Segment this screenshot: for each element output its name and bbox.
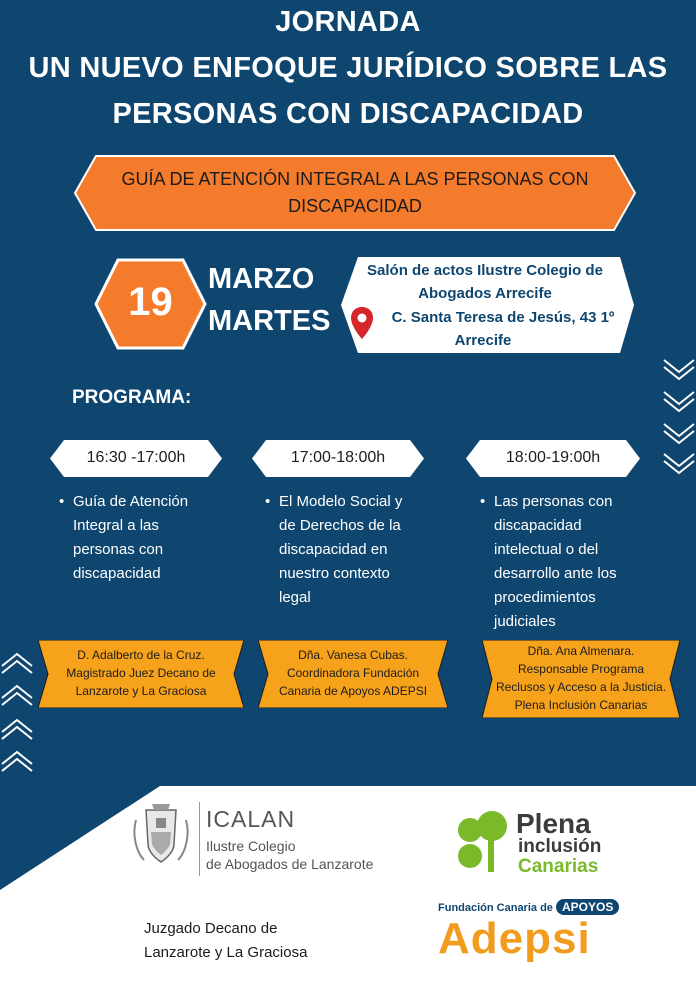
topic-line: El Modelo Social y — [279, 493, 403, 510]
venue-line2: Abogados Arrecife — [418, 285, 552, 302]
venue-line1: Salón de actos Ilustre Colegio de — [367, 262, 603, 279]
session-1-time: 16:30 -17:00h — [86, 449, 186, 466]
session-1-topic: • Guía de Atención Integral a las personas con discapacidad — [73, 490, 233, 586]
speaker-line: Plena Inclusión Canarias — [514, 698, 648, 712]
event-type-title: JORNADA — [275, 6, 421, 38]
chevrons-up-icon — [0, 650, 36, 786]
topic-line: desarrollo ante los — [494, 565, 617, 582]
venue-address: C. Santa Teresa de Jesús, 43 1º — [391, 309, 615, 326]
adepsi-prefix: Fundación Canaria de — [438, 902, 553, 914]
topic-line: legal — [279, 589, 311, 606]
program-heading: PROGRAMA: — [72, 387, 192, 408]
speaker-line: Dña. Ana Almenara. — [527, 644, 635, 658]
session-2-speaker-box — [258, 640, 448, 708]
topic-line: de Derechos de la — [279, 517, 401, 534]
event-title-line1: UN NUEVO ENFOQUE JURÍDICO SOBRE LAS — [28, 52, 668, 84]
topic-line: discapacidad — [73, 565, 161, 582]
icalan-line2: de Abogados de Lanzarote — [206, 856, 374, 872]
speaker-line: Responsable Programa — [517, 662, 645, 676]
session-3-time-pill — [466, 440, 640, 477]
icalan-line1: Ilustre Colegio — [206, 838, 296, 854]
speaker-line: Lanzarote y La Graciosa — [75, 684, 207, 698]
session-1-time-pill — [50, 440, 222, 477]
guide-banner — [74, 155, 636, 231]
topic-line: discapacidad — [494, 517, 582, 534]
plena-line2: inclusión — [518, 836, 602, 857]
banner-line2: DISCAPACIDAD — [288, 196, 422, 216]
session-3-time: 18:00-19:00h — [505, 449, 601, 466]
session-3-topic: • Las personas con discapacidad intelectual o del desarrollo ante los procedimientos judiciales — [494, 490, 664, 634]
plena-line3: Canarias — [518, 856, 599, 877]
juzgado-line1: Juzgado Decano de — [144, 920, 278, 937]
topic-line: procedimientos — [494, 589, 596, 606]
topic-line: judiciales — [494, 613, 556, 630]
topic-line: discapacidad en — [279, 541, 388, 558]
event-month: MARZO — [208, 263, 315, 295]
topic-line: intelectual o del — [494, 541, 599, 558]
topic-line: Integral a las — [73, 517, 159, 534]
topic-line: Guía de Atención — [73, 493, 189, 510]
banner-line1: GUÍA DE ATENCIÓN INTEGRAL A LAS PERSONAS CON — [121, 169, 589, 189]
speaker-line: Canaria de Apoyos ADEPSI — [278, 684, 428, 698]
chevrons-down-icon — [662, 356, 696, 476]
session-2-topic: • El Modelo Social y de Derechos de la discapacidad en nuestro contexto legal — [279, 490, 449, 610]
juzgado-line2: Lanzarote y La Graciosa — [144, 944, 308, 961]
speaker-line: D. Adalberto de la Cruz. — [77, 648, 205, 662]
event-day: 19 — [128, 280, 173, 324]
speaker-line: Coordinadora Fundación — [286, 666, 420, 680]
speaker-line: Reclusos y Acceso a la Justicia. — [495, 680, 667, 694]
session-3-speaker-box — [482, 640, 680, 718]
adepsi-name: Adepsi — [438, 914, 591, 963]
event-title-line2: PERSONAS CON DISCAPACIDAD — [112, 98, 584, 130]
session-1-speaker-box — [38, 640, 244, 708]
speaker-line: Dña. Vanesa Cubas. — [298, 648, 408, 662]
icalan-crest-icon — [130, 800, 192, 870]
adepsi-tag: APOYOS — [556, 899, 619, 915]
topic-line: Las personas con — [494, 493, 613, 510]
session-2-time: 17:00-18:00h — [290, 449, 386, 466]
location-pin-icon — [350, 306, 374, 340]
topic-line: personas con — [73, 541, 164, 558]
speaker-line: Magistrado Juez Decano de — [66, 666, 216, 680]
plena-line1: Plena — [516, 808, 591, 839]
topic-line: nuestro contexto — [279, 565, 390, 582]
venue-city: Arrecife — [454, 332, 512, 349]
icalan-name: ICALAN — [206, 806, 296, 832]
event-weekday: MARTES — [208, 305, 331, 337]
session-2-time-pill — [252, 440, 424, 477]
plena-inclusion-tree-icon — [454, 808, 514, 874]
